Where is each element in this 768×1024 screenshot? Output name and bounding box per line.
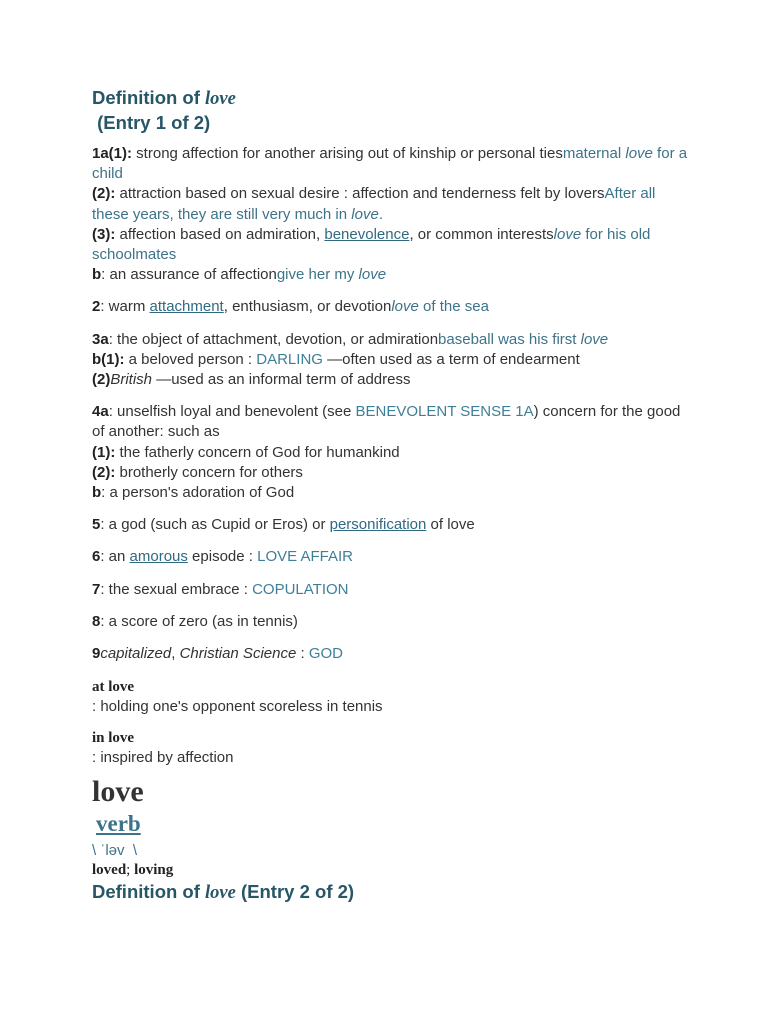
part-of-speech-link[interactable]: verb — [96, 810, 141, 836]
example: baseball was his first love — [438, 330, 609, 348]
sense-number: (2): — [92, 185, 116, 203]
sense-number: 4a — [92, 403, 109, 421]
inflection-form: loving — [134, 861, 174, 878]
sense-number: 6 — [92, 548, 101, 566]
phrase-definition: : holding one's opponent scoreless in tennis — [92, 698, 383, 716]
sense-number: b(1): — [92, 350, 125, 368]
title-prefix: Definition of — [92, 87, 206, 108]
example: love for his old schoolmates — [92, 225, 651, 264]
usage-label: British — [110, 371, 153, 389]
link-attachment[interactable]: attachment — [149, 298, 224, 316]
phrase-term: at love — [92, 679, 135, 696]
sense-number: (2) — [92, 371, 111, 389]
sense-number: (2): — [92, 463, 116, 481]
link-personification[interactable]: personification — [329, 516, 427, 534]
usage-label: capitalized — [100, 645, 172, 663]
link-benevolent-sense[interactable]: BENEVOLENT SENSE 1A — [355, 403, 534, 421]
phrase-term: in love — [92, 730, 135, 747]
sense-9: 9capitalized, Christian Science : GOD — [92, 645, 343, 663]
sense-4b: b: a person's adoration of God — [92, 484, 295, 502]
sense-number: b — [92, 266, 102, 284]
title-word: love — [205, 882, 236, 903]
sense-number: b — [92, 484, 102, 502]
sense-number: 9 — [92, 645, 101, 663]
sense-1a3: (3): affection based on admiration, benevolence, or common interestslove for his old schoolmates — [92, 225, 651, 264]
sense-1a1 — [92, 144, 692, 184]
sense-number: 8 — [92, 612, 101, 630]
phrase-in-love — [92, 729, 692, 768]
sense-4a1: (1): the fatherly concern of God for humankind — [92, 443, 400, 461]
headword: love — [92, 774, 144, 808]
sense-text: attraction based on sexual desire : affection and tenderness felt by lovers — [115, 185, 605, 203]
sense-4a: 4a: unselfish loyal and benevolent (see BENEVOLENT SENSE 1A) concern for the good of another: such as — [92, 403, 681, 441]
entry1-title — [92, 86, 692, 135]
example: give her my love — [276, 266, 387, 284]
sense-number: (3): — [92, 225, 116, 243]
usage-label: Christian Science — [179, 645, 297, 663]
sense-4a2: (2): brotherly concern for others — [92, 463, 303, 481]
title-prefix: Definition of — [92, 880, 206, 902]
phrase-at-love — [92, 678, 692, 717]
link-copulation[interactable]: COPULATION — [252, 580, 349, 598]
sense-number: 7 — [92, 580, 101, 598]
sense-2: 2: warm attachment, enthusiasm, or devotionlove of the sea — [92, 298, 489, 316]
sense-7: 7: the sexual embrace : COPULATION — [92, 580, 349, 598]
sense-3b1: b(1): a beloved person : DARLING —often used as a term of endearment — [92, 350, 580, 368]
sense-number: 2 — [92, 298, 101, 316]
sense-1b: b: an assurance of affectiongive her my love — [92, 266, 387, 284]
dictionary-page — [92, 86, 692, 905]
inflections: loved; loving — [92, 861, 174, 878]
sense-number: 1a(1): — [92, 145, 133, 162]
title-word: love — [205, 89, 236, 109]
sense-text: strong affection for another arising out of kinship or personal ties — [132, 145, 563, 162]
sense-number: 3a — [92, 330, 109, 348]
pronunciation: \ ˈləv \ — [92, 841, 138, 859]
sense-number: 5 — [92, 516, 101, 534]
sense-number: (1): — [92, 443, 116, 461]
entry-label: (Entry 2 of 2) — [235, 880, 355, 902]
example: After all these years, they are still very much in love. — [92, 185, 656, 223]
inflection-form: loved — [92, 861, 127, 878]
sense-5: 5: a god (such as Cupid or Eros) or personification of love — [92, 516, 475, 534]
link-god[interactable]: GOD — [308, 645, 343, 663]
sense-8: 8: a score of zero (as in tennis) — [92, 612, 298, 630]
sense-1a2 — [92, 184, 692, 224]
link-benevolence[interactable]: benevolence — [324, 225, 410, 243]
link-love-affair[interactable]: LOVE AFFAIR — [257, 548, 353, 566]
sense-3a: 3a: the object of attachment, devotion, or admirationbaseball was his first love — [92, 330, 609, 348]
example: maternal love for a child — [92, 145, 688, 183]
link-darling[interactable]: DARLING — [256, 350, 323, 368]
example: love of the sea — [391, 298, 489, 316]
sense-3b2: (2)British —used as an informal term of address — [92, 371, 411, 389]
link-amorous[interactable]: amorous — [129, 548, 188, 566]
phrase-definition: : inspired by affection — [92, 749, 234, 767]
sense-6: 6: an amorous episode : LOVE AFFAIR — [92, 548, 353, 566]
entry-label: (Entry 1 of 2) — [92, 112, 211, 133]
entry2-title — [92, 880, 692, 905]
